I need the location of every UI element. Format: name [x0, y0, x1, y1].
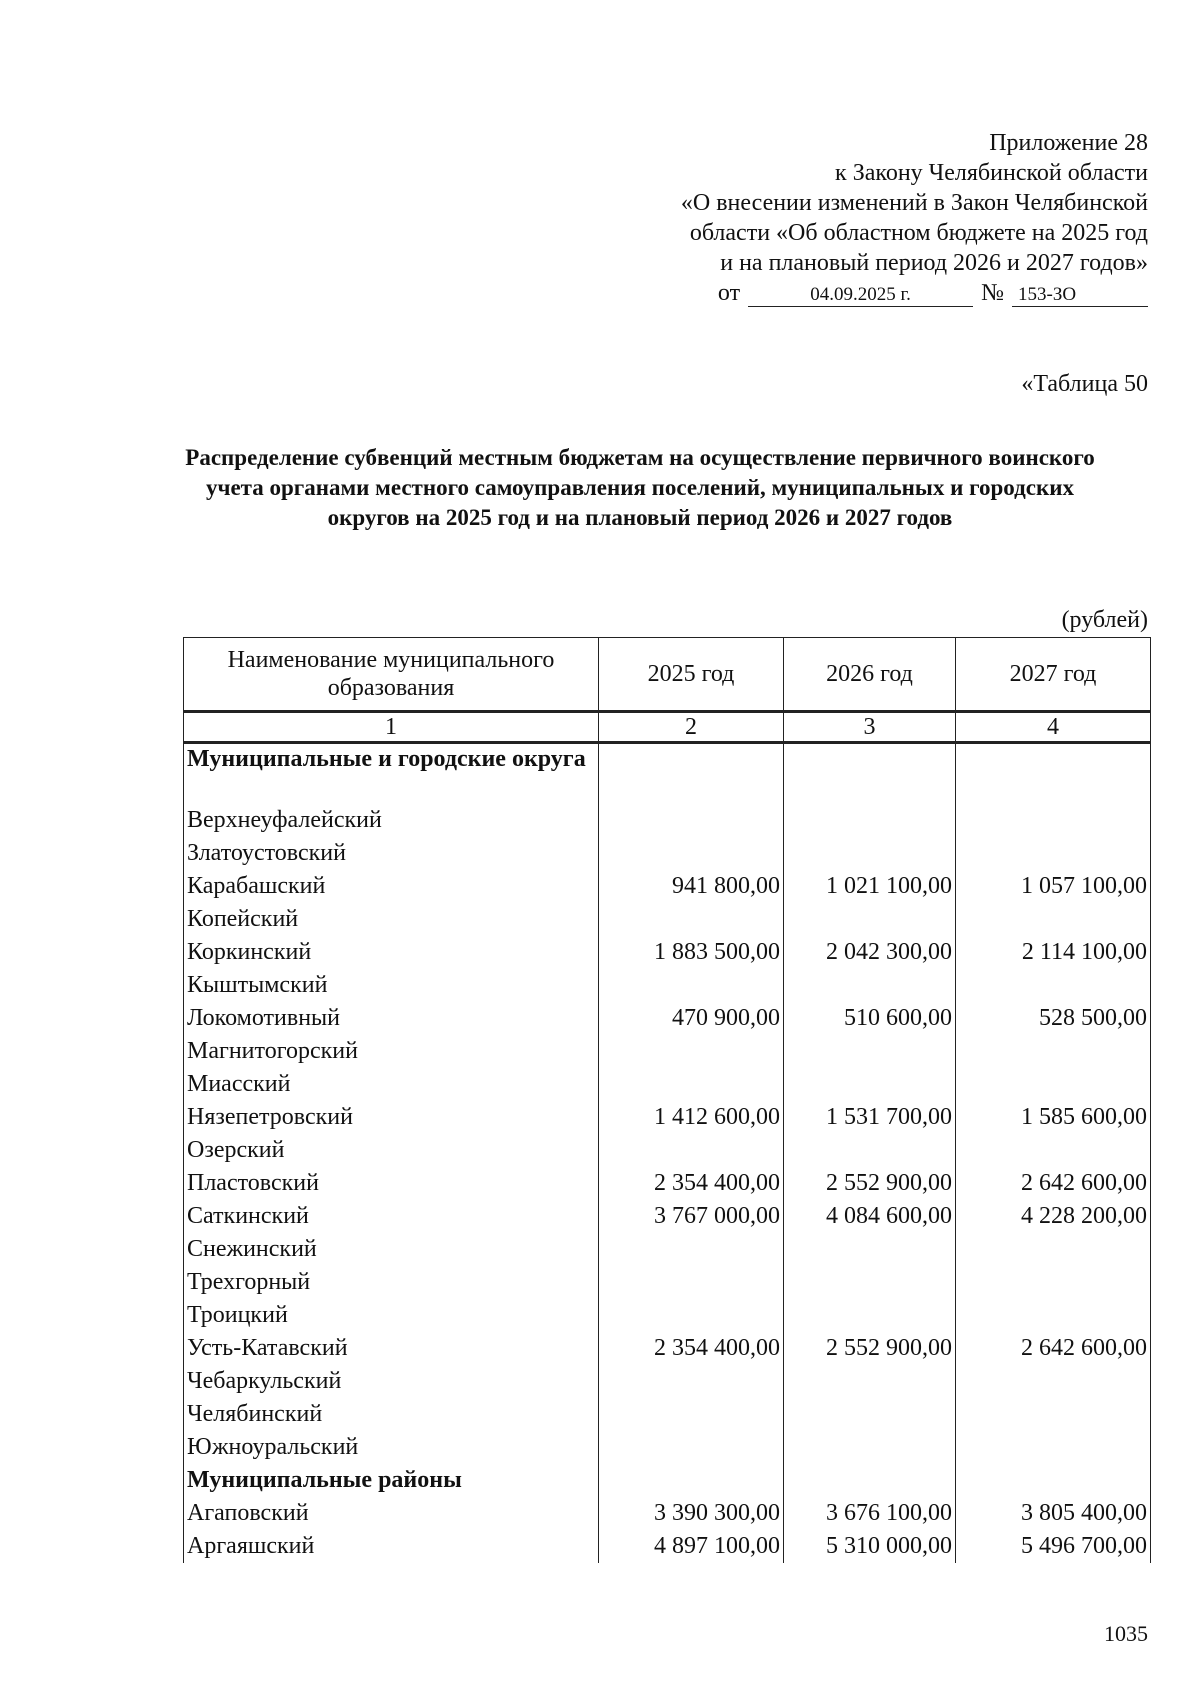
table-row [184, 1332, 1151, 1365]
law-date: 04.09.2025 г. [748, 282, 973, 307]
table-row [184, 936, 1151, 969]
value-2025 [599, 1299, 784, 1332]
value-2027 [956, 903, 1151, 936]
table-row [184, 1233, 1151, 1266]
table-row [184, 903, 1151, 936]
table-row [184, 1431, 1151, 1464]
table-row [184, 1299, 1151, 1332]
value-2025: 4 897 100,00 [599, 1530, 784, 1563]
value-2027 [956, 1266, 1151, 1299]
value-2026: 2 042 300,00 [784, 936, 956, 969]
value-2026 [784, 837, 956, 870]
value-2027 [956, 743, 1151, 805]
value-2026: 5 310 000,00 [784, 1530, 956, 1563]
value-2025 [599, 1035, 784, 1068]
value-2025 [599, 804, 784, 837]
value-2027 [956, 1068, 1151, 1101]
value-2025 [599, 1266, 784, 1299]
municipality-name: Копейский [184, 903, 599, 936]
column-number: 4 [956, 712, 1151, 743]
municipality-name: Верхнеуфалейский [184, 804, 599, 837]
section-heading: Муниципальные районы [184, 1464, 599, 1497]
header-municipality: Наименование муниципального образования [184, 638, 599, 712]
value-2025: 3 390 300,00 [599, 1497, 784, 1530]
value-2026: 1 021 100,00 [784, 870, 956, 903]
annex-block [588, 128, 1148, 308]
annex-line: «О внесении изменений в Закон Челябинской [680, 190, 1148, 216]
law-number: 153-ЗО [1012, 282, 1148, 307]
value-2025 [599, 1431, 784, 1464]
table-row [184, 1398, 1151, 1431]
municipality-name: Озерский [184, 1134, 599, 1167]
value-2025: 3 767 000,00 [599, 1200, 784, 1233]
column-number: 3 [784, 712, 956, 743]
value-2026 [784, 1068, 956, 1101]
value-2027: 2 642 600,00 [956, 1167, 1151, 1200]
municipality-name: Саткинский [184, 1200, 599, 1233]
value-2026: 2 552 900,00 [784, 1167, 956, 1200]
value-2026 [784, 1299, 956, 1332]
value-2027 [956, 1431, 1151, 1464]
municipality-name: Карабашский [184, 870, 599, 903]
header-2025: 2025 год [599, 638, 784, 712]
value-2025 [599, 903, 784, 936]
value-2026 [784, 1266, 956, 1299]
value-2025: 941 800,00 [599, 870, 784, 903]
value-2027 [956, 1299, 1151, 1332]
table-row [184, 1530, 1151, 1563]
municipality-name: Усть-Катавский [184, 1332, 599, 1365]
value-2025 [599, 1233, 784, 1266]
header-2027: 2027 год [956, 638, 1151, 712]
units-label: (рублей) [1061, 607, 1148, 633]
column-number-row [184, 712, 1151, 743]
value-2027: 3 805 400,00 [956, 1497, 1151, 1530]
value-2025: 1 883 500,00 [599, 936, 784, 969]
value-2025: 470 900,00 [599, 1002, 784, 1035]
table-row [184, 969, 1151, 1002]
municipality-name: Магнитогорский [184, 1035, 599, 1068]
table-row [184, 1167, 1151, 1200]
value-2025 [599, 1134, 784, 1167]
value-2025 [599, 969, 784, 1002]
value-2026: 3 676 100,00 [784, 1497, 956, 1530]
value-2026: 2 552 900,00 [784, 1332, 956, 1365]
value-2025: 2 354 400,00 [599, 1167, 784, 1200]
table-row [184, 1035, 1151, 1068]
municipality-name: Южноуральский [184, 1431, 599, 1464]
table-row [184, 1002, 1151, 1035]
municipality-name: Челябинский [184, 1398, 599, 1431]
municipality-name: Миасский [184, 1068, 599, 1101]
value-2025: 2 354 400,00 [599, 1332, 784, 1365]
municipality-name: Нязепетровский [184, 1101, 599, 1134]
column-number: 2 [599, 712, 784, 743]
table-row [184, 870, 1151, 903]
page-number: 1035 [1104, 1621, 1148, 1646]
value-2027 [956, 1464, 1151, 1497]
value-2027: 2 114 100,00 [956, 936, 1151, 969]
value-2026 [784, 903, 956, 936]
table-row [184, 804, 1151, 837]
municipality-name: Кыштымский [184, 969, 599, 1002]
value-2027 [956, 1035, 1151, 1068]
municipality-name: Агаповский [184, 1497, 599, 1530]
value-2027 [956, 1365, 1151, 1398]
value-2027 [956, 969, 1151, 1002]
table-row [184, 1266, 1151, 1299]
table-row [184, 1101, 1151, 1134]
municipality-name: Локомотивный [184, 1002, 599, 1035]
value-2027 [956, 1233, 1151, 1266]
municipality-name: Чебаркульский [184, 1365, 599, 1398]
value-2025 [599, 1398, 784, 1431]
municipality-name: Пластовский [184, 1167, 599, 1200]
value-2027 [956, 1134, 1151, 1167]
value-2026: 4 084 600,00 [784, 1200, 956, 1233]
table-row [184, 1497, 1151, 1530]
municipality-name: Снежинский [184, 1233, 599, 1266]
value-2026: 510 600,00 [784, 1002, 956, 1035]
value-2027: 4 228 200,00 [956, 1200, 1151, 1233]
annex-line: области «Об областном бюджете на 2025 год [689, 220, 1148, 246]
annex-line: и на плановый период 2026 и 2027 годов» [720, 250, 1148, 276]
annex-signature-line [588, 278, 1148, 308]
municipality-name: Аргаяшский [184, 1530, 599, 1563]
value-2027 [956, 1398, 1151, 1431]
value-2026 [784, 1035, 956, 1068]
value-2026 [784, 1464, 956, 1497]
value-2027: 528 500,00 [956, 1002, 1151, 1035]
table-row [184, 1134, 1151, 1167]
value-2025 [599, 1365, 784, 1398]
value-2027: 5 496 700,00 [956, 1530, 1151, 1563]
document-title: Распределение субвенций местным бюджетам на осуществление первичного воинского учета органами местного самоуправления поселений, муниципальных и городских округов на 2025 год и на плановый период 2026 и 2027 годов [185, 445, 1095, 530]
value-2026 [784, 969, 956, 1002]
header-2026: 2026 год [784, 638, 956, 712]
date-prefix: от [717, 280, 741, 306]
value-2026 [784, 804, 956, 837]
municipality-name: Трехгорный [184, 1266, 599, 1299]
value-2026 [784, 1134, 956, 1167]
value-2025 [599, 1068, 784, 1101]
value-2026 [784, 1233, 956, 1266]
table-label: «Таблица 50 [1021, 371, 1148, 397]
value-2025 [599, 743, 784, 805]
number-prefix: № [981, 280, 1004, 306]
section-row [184, 743, 1151, 805]
value-2027: 2 642 600,00 [956, 1332, 1151, 1365]
value-2025 [599, 1464, 784, 1497]
subvention-table [183, 637, 1151, 1563]
value-2026 [784, 1431, 956, 1464]
table-row [184, 1200, 1151, 1233]
header-row [184, 638, 1151, 712]
value-2025: 1 412 600,00 [599, 1101, 784, 1134]
value-2026: 1 531 700,00 [784, 1101, 956, 1134]
value-2026 [784, 1365, 956, 1398]
municipality-name: Златоустовский [184, 837, 599, 870]
annex-line: Приложение 28 [989, 130, 1148, 156]
value-2027: 1 585 600,00 [956, 1101, 1151, 1134]
value-2026 [784, 743, 956, 805]
table-row [184, 1365, 1151, 1398]
value-2027 [956, 804, 1151, 837]
municipality-name: Троицкий [184, 1299, 599, 1332]
table-row [184, 1068, 1151, 1101]
section-heading: Муниципальные и городские округа [184, 743, 599, 805]
value-2027: 1 057 100,00 [956, 870, 1151, 903]
column-number: 1 [184, 712, 599, 743]
annex-line: к Закону Челябинской области [835, 160, 1148, 186]
section-row [184, 1464, 1151, 1497]
table-row [184, 837, 1151, 870]
table-body [184, 743, 1151, 1564]
municipality-name: Коркинский [184, 936, 599, 969]
value-2027 [956, 837, 1151, 870]
value-2025 [599, 837, 784, 870]
value-2026 [784, 1398, 956, 1431]
